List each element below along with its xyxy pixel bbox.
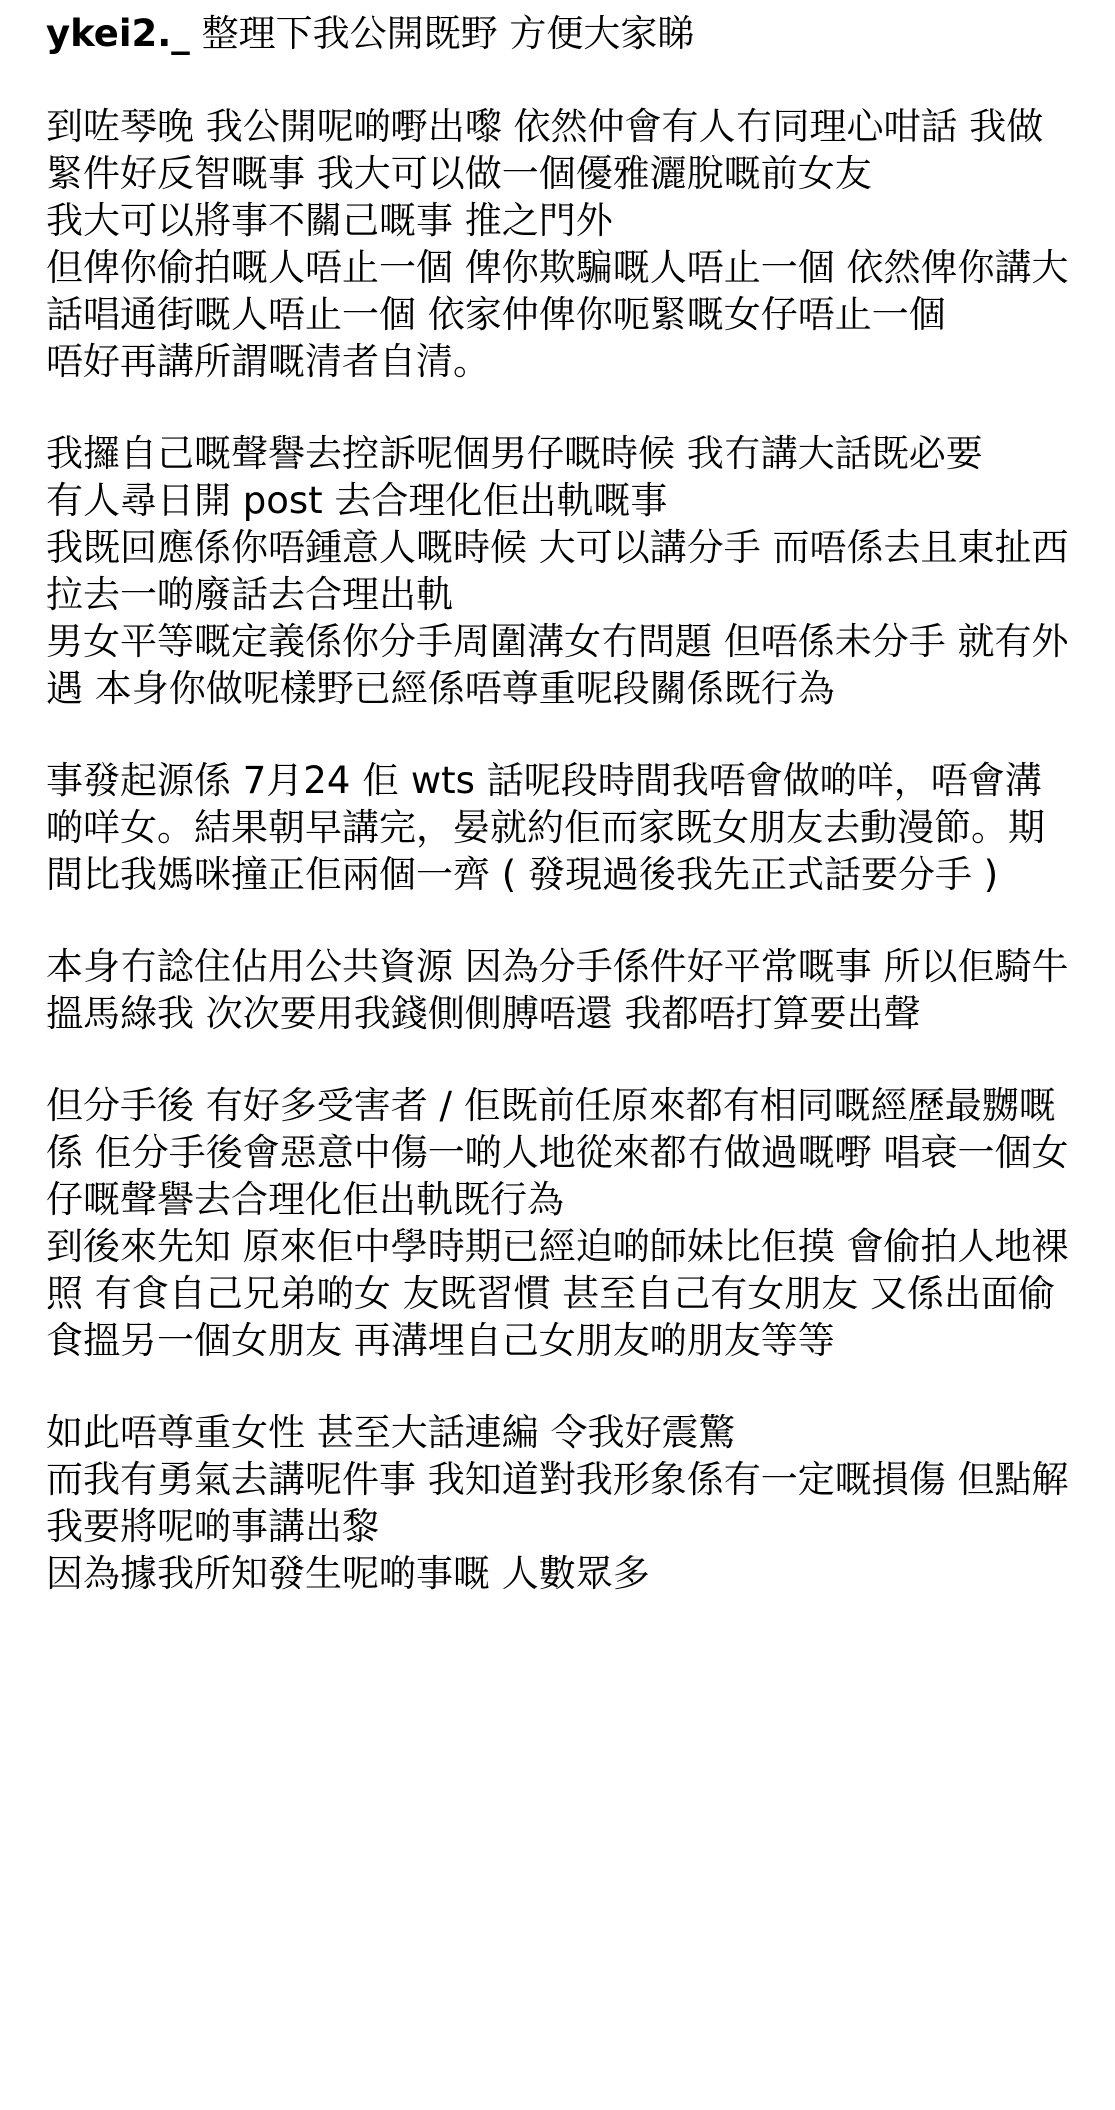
- caption-paragraph-4: [46, 943, 1076, 1037]
- caption-paragraph-5: [46, 1082, 1076, 1364]
- caption-paragraph-6: [46, 1409, 1076, 1597]
- caption-line: 到後來先知 原來佢中學時期已經迫啲師妹比佢摸 會偷拍人地裸照 有食自己兄弟啲女 友既習慣 甚至自己有女朋友 又係出面偷食搵另一個女朋友 再溝埋自己女朋友啲朋友等等: [46, 1225, 1069, 1362]
- caption-line: 但分手後 有好多受害者 / 佢既前任原來都有相同嘅經歷最嬲嘅係 佢分手後會惡意中傷一啲人地從來都冇做過嘅嘢 唱衰一個女仔嘅聲譽去合理化佢出軌既行為: [46, 1084, 1069, 1221]
- caption-paragraph-1: [46, 103, 1076, 385]
- caption-line: 而我有勇氣去講呢件事 我知道對我形象係有一定嘅損傷 但點解我要將呢啲事講出黎: [46, 1458, 1069, 1548]
- caption-line: 因為據我所知發生呢啲事嘅 人數眾多: [46, 1552, 650, 1595]
- caption-paragraph-3: [46, 757, 1076, 898]
- username-link[interactable]: ykei2._: [46, 12, 190, 55]
- caption-line: 唔好再講所謂嘅清者自清。: [46, 340, 490, 383]
- caption-line: 有人尋日開 post 去合理化佢出軌嘅事: [46, 479, 668, 522]
- caption-line: 如此唔尊重女性 甚至大話連編 令我好震驚: [46, 1411, 736, 1454]
- caption-line: 我大可以將事不關己嘅事 推之門外: [46, 199, 613, 242]
- caption-line: 男女平等嘅定義係你分手周圍溝女冇問題 但唔係未分手 就有外遇 本身你做呢樣野已經係唔尊重呢段關係既行為: [46, 620, 1069, 710]
- caption-line: 到咗琴晚 我公開呢啲嘢出嚟 依然仲會有人冇同理心咁話 我做緊件好反智嘅事 我大可以做一個優雅灑脫嘅前女友: [46, 105, 1044, 195]
- caption-line: 但俾你偷拍嘅人唔止一個 俾你欺騙嘅人唔止一個 依然俾你講大話唱通街嘅人唔止一個 依家仲俾你呃緊嘅女仔唔止一個: [46, 246, 1069, 336]
- caption-header: [46, 10, 1076, 58]
- caption-line: 我既回應係你唔鍾意人嘅時候 大可以講分手 而唔係去且東扯西拉去一啲廢話去合理出軌: [46, 526, 1069, 616]
- caption-paragraph-2: [46, 430, 1076, 712]
- caption-title: 整理下我公開既野 方便大家睇: [189, 12, 695, 55]
- post-caption: [46, 10, 1076, 1642]
- caption-line: 我攞自己嘅聲譽去控訴呢個男仔嘅時候 我冇講大話既必要: [46, 432, 983, 475]
- caption-line: 本身冇諗住佔用公共資源 因為分手係件好平常嘅事 所以佢騎牛搵馬綠我 次次要用我錢側側膊唔還 我都唔打算要出聲: [46, 945, 1069, 1035]
- caption-line: 事發起源係 7月24 佢 wts 話呢段時間我唔會做啲咩，唔會溝啲咩女。結果朝早講完，晏就約佢而家既女朋友去動漫節。期間比我媽咪撞正佢兩個一齊 ( 發現過後我先正式話要分手 ): [46, 759, 1045, 896]
